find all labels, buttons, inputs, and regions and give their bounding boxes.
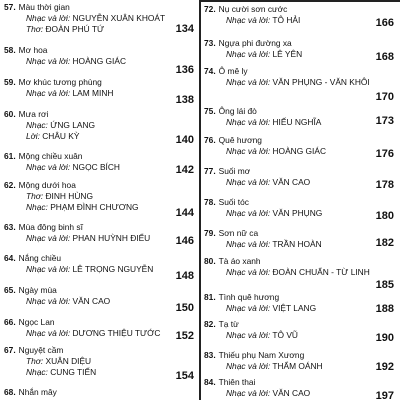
entry-title-line (4, 285, 196, 296)
entry-number: 59. (4, 77, 16, 87)
entry-title: Ngựa phi đường xa (218, 38, 292, 48)
entry-number: 68. (4, 387, 16, 397)
entry-credit (4, 162, 196, 173)
entry-title: Mộng dưới hoa (18, 180, 76, 190)
credit-role: Nhạc và lời: (26, 13, 71, 23)
toc-entry-81[interactable] (204, 292, 396, 314)
credit-name: ĐINH HÙNG (45, 191, 93, 201)
entry-page-number: 136 (175, 64, 194, 76)
entry-title-line (204, 4, 396, 15)
entry-title: Mơ khúc tương phùng (18, 77, 102, 87)
entry-credit (204, 77, 396, 88)
credit-role: Thơ: (26, 356, 44, 366)
credit-role: Nhạc và lời: (226, 77, 271, 87)
credit-role: Nhạc và lời: (226, 330, 271, 340)
toc-entry-61[interactable] (4, 151, 196, 176)
credit-role: Nhạc và lời: (226, 388, 271, 398)
entry-credit (4, 296, 196, 307)
entry-credit (204, 303, 396, 314)
toc-entry-84[interactable] (204, 377, 396, 399)
entry-credit (204, 239, 396, 250)
entry-title-line (204, 228, 396, 239)
credit-role: Lời: (26, 131, 40, 141)
credit-name: CUNG TIẾN (50, 367, 97, 377)
entry-number: 72. (204, 4, 216, 14)
entry-title-line (204, 292, 396, 303)
entry-page-number: 146 (175, 235, 194, 247)
entry-title: Thiếu phụ Nam Xương (218, 350, 305, 360)
entry-title: Suối tóc (218, 197, 249, 207)
credit-name: VĂN CAO (72, 296, 111, 306)
entry-number: 67. (4, 345, 16, 355)
entry-title-line (204, 350, 396, 361)
credit-name: LÊ TRỌNG NGUYỄN (72, 264, 154, 274)
entry-credit (204, 177, 396, 188)
credit-role: Nhạc và lời: (26, 162, 71, 172)
credit-role: Nhạc và lời: (226, 117, 271, 127)
entry-credit (204, 388, 396, 399)
entry-number: 80. (204, 256, 216, 266)
credit-name: THẨM OÁNH (272, 361, 323, 371)
entry-title: Tình quê hương (218, 292, 280, 302)
entry-title-line (4, 77, 196, 88)
credit-name: TÔ HẢI (272, 15, 301, 25)
toc-entry-58[interactable] (4, 45, 196, 76)
toc-entry-79[interactable] (204, 228, 396, 250)
credit-name: NGUYỄN XUÂN KHOÁT (72, 13, 166, 23)
entry-title: Suối mơ (218, 166, 251, 176)
credit-name: TÔ VŨ (272, 330, 298, 340)
entry-title-line (4, 109, 196, 120)
entry-page-number: 176 (375, 148, 394, 160)
entry-title: Nhắn mây (18, 387, 57, 397)
entry-title-line (4, 45, 196, 56)
credit-name: CHÂU KỲ (42, 131, 80, 141)
entry-title: Mơ hoa (18, 45, 48, 55)
toc-entry-68[interactable] (4, 387, 196, 398)
entry-page-number: 140 (175, 134, 194, 146)
entry-title: Nguyệt cầm (18, 345, 64, 355)
entry-credit (4, 88, 196, 99)
toc-entry-78[interactable] (204, 197, 396, 222)
entry-title: Nụ cười sơn cước (218, 4, 288, 14)
entry-credit (4, 56, 196, 67)
entry-page-number: 150 (175, 302, 194, 314)
credit-name: HIẾU NGHĨA (272, 117, 322, 127)
entry-title: Mộng chiều xuân (18, 151, 83, 161)
toc-entry-74[interactable] (204, 66, 396, 103)
entry-title-line (204, 135, 396, 146)
toc-entry-83[interactable] (204, 350, 396, 372)
credit-name: HOÀNG GIÁC (72, 56, 127, 66)
entry-number: 61. (4, 151, 16, 161)
entry-credit (204, 117, 396, 128)
entry-title: Mưa rơi (18, 109, 49, 119)
entry-credit (204, 15, 396, 26)
entry-page-number: 142 (175, 164, 194, 176)
entry-number: 62. (4, 180, 16, 190)
credit-role: Nhạc: (26, 367, 48, 377)
toc-entry-77[interactable] (204, 166, 396, 191)
toc-entry-82[interactable] (204, 319, 396, 344)
entry-number: 74. (204, 66, 216, 76)
toc-entry-66[interactable] (4, 317, 196, 342)
toc-entry-64[interactable] (4, 253, 196, 282)
credit-name: XUÂN DIỆU (45, 356, 92, 366)
credit-name: VĂN CAO (272, 177, 311, 187)
entry-page-number: 180 (375, 210, 394, 222)
credit-role: Nhạc và lời: (26, 264, 71, 274)
entry-title: Màu thời gian (18, 2, 70, 12)
credit-role: Nhạc và lời: (226, 303, 271, 313)
entry-number: 58. (4, 45, 16, 55)
entry-title-line (204, 166, 396, 177)
entry-number: 57. (4, 2, 16, 12)
entry-credit (204, 267, 396, 278)
credit-role: Nhạc và lời: (226, 146, 271, 156)
entry-number: 65. (4, 285, 16, 295)
entry-number: 77. (204, 166, 216, 176)
credit-name: LÊ YÊN (272, 49, 303, 59)
entry-page-number: 185 (375, 279, 394, 291)
credit-role: Thơ: (26, 24, 44, 34)
credit-name: VĂN CAO (272, 388, 311, 398)
entry-title-line (4, 222, 196, 233)
entry-credit (4, 328, 196, 339)
credit-name: NGỌC BÍCH (72, 162, 120, 172)
entry-credit (4, 24, 196, 35)
entry-credit (204, 361, 396, 372)
credit-role: Nhạc: (26, 120, 48, 130)
entry-title-line (4, 387, 196, 398)
credit-name: TRẦN HOÀN (272, 239, 322, 249)
credit-name: PHẠM ĐÌNH CHƯƠNG (50, 202, 139, 212)
entry-title: Ông lái đò (218, 106, 257, 116)
toc-entry-73[interactable] (204, 38, 396, 63)
entry-title-line (4, 151, 196, 162)
toc-entry-59[interactable] (4, 77, 196, 106)
toc-entry-62[interactable] (4, 180, 196, 219)
toc-entry-63[interactable] (4, 222, 196, 247)
entry-page-number: 152 (175, 330, 194, 342)
entry-title-line (204, 106, 396, 117)
credit-role: Nhạc và lời: (226, 208, 271, 218)
entry-number: 75. (204, 106, 216, 116)
entry-title: Ngày mùa (18, 285, 57, 295)
entry-credit (204, 208, 396, 219)
entry-page-number: 197 (375, 390, 394, 400)
entry-page-number: 134 (175, 23, 194, 35)
entry-page-number: 192 (375, 361, 394, 373)
entry-credit (4, 120, 196, 131)
entry-title-line (4, 317, 196, 328)
entry-number: 84. (204, 377, 216, 387)
entry-title-line (204, 197, 396, 208)
entry-credit (4, 202, 196, 213)
credit-name: VĂN PHỤNG - VĂN KHÔI (272, 77, 370, 87)
entry-title-line (204, 38, 396, 49)
entry-title: Quê hương (218, 135, 262, 145)
entry-page-number: 138 (175, 94, 194, 106)
credit-role: Nhạc và lời: (226, 15, 271, 25)
entry-credit (4, 233, 196, 244)
entry-title: Thiên thai (218, 377, 256, 387)
entry-title: Mùa đông binh sĩ (18, 222, 83, 232)
entry-title-line (204, 377, 396, 388)
entry-number: 76. (204, 135, 216, 145)
entry-title: Tà áo xanh (218, 256, 261, 266)
toc-right-column (204, 0, 396, 400)
entry-page-number: 190 (375, 332, 394, 344)
entry-number: 64. (4, 253, 16, 263)
entry-credit (4, 264, 196, 275)
credit-role: Nhạc và lời: (26, 328, 71, 338)
entry-title: Ngọc Lan (18, 317, 55, 327)
entry-number: 81. (204, 292, 216, 302)
credit-role: Nhạc và lời: (26, 296, 71, 306)
credit-name: DƯƠNG THIỆU TƯỚC (72, 328, 161, 338)
entry-page-number: 188 (375, 303, 394, 315)
entry-title-line (4, 2, 196, 13)
entry-page-number: 166 (375, 17, 394, 29)
entry-title: Ô mê ly (218, 66, 248, 76)
entry-number: 78. (204, 197, 216, 207)
entry-number: 83. (204, 350, 216, 360)
toc-entry-57[interactable] (4, 2, 196, 35)
credit-name: ĐOÀN CHUẨN - TỪ LINH (272, 267, 370, 277)
credit-name: VĂN PHỤNG (272, 208, 323, 218)
entry-page-number: 154 (175, 370, 194, 382)
entry-title-line (204, 256, 396, 267)
credit-role: Nhạc và lời: (226, 49, 271, 59)
entry-title: Nắng chiều (18, 253, 62, 263)
entry-page-number: 182 (375, 237, 394, 249)
credit-role: Nhạc: (26, 202, 48, 212)
credit-role: Nhạc và lời: (226, 177, 271, 187)
entry-credit (4, 191, 196, 202)
toc-entry-75[interactable] (204, 106, 396, 128)
toc-entry-80[interactable] (204, 256, 396, 291)
entry-title-line (4, 253, 196, 264)
credit-role: Nhạc và lời: (26, 56, 71, 66)
entry-title-line (4, 180, 196, 191)
credit-name: ĐOÀN PHÚ TỨ (45, 24, 105, 34)
toc-entry-65[interactable] (4, 285, 196, 314)
entry-title-line (204, 66, 396, 77)
credit-name: HOÀNG GIÁC (272, 146, 327, 156)
entry-title-line (4, 345, 196, 356)
entry-page-number: 170 (375, 91, 394, 103)
credit-role: Nhạc và lời: (26, 88, 71, 98)
toc-entry-67[interactable] (4, 345, 196, 382)
entry-number: 82. (204, 319, 216, 329)
toc-entry-60[interactable] (4, 109, 196, 146)
entry-page-number: 168 (375, 51, 394, 63)
entry-number: 63. (4, 222, 16, 232)
credit-role: Nhạc và lời: (226, 239, 271, 249)
entry-title: Sơn nữ ca (218, 228, 259, 238)
entry-number: 66. (4, 317, 16, 327)
credit-role: Nhạc và lời: (226, 361, 271, 371)
toc-left-column (4, 0, 196, 400)
credit-name: PHAN HUỲNH ĐIỂU (72, 233, 151, 243)
credit-name: VIỆT LANG (272, 303, 317, 313)
credit-role: Nhạc và lời: (26, 233, 71, 243)
entry-title: Tạ từ (218, 319, 239, 329)
entry-page-number: 178 (375, 179, 394, 191)
toc-entry-72[interactable] (204, 4, 396, 29)
entry-page-number: 148 (175, 270, 194, 282)
column-divider (199, 0, 201, 400)
entry-number: 60. (4, 109, 16, 119)
entry-credit (4, 356, 196, 367)
entry-credit (4, 131, 196, 142)
entry-credit (204, 330, 396, 341)
entry-number: 73. (204, 38, 216, 48)
entry-number: 79. (204, 228, 216, 238)
entry-credit (4, 367, 196, 378)
entry-credit (4, 13, 196, 24)
entry-credit (204, 49, 396, 60)
credit-role: Nhạc và lời: (226, 267, 271, 277)
credit-name: ỨNG LANG (50, 120, 96, 130)
toc-entry-76[interactable] (204, 135, 396, 160)
entry-page-number: 173 (375, 115, 394, 127)
entry-page-number: 144 (175, 207, 194, 219)
credit-role: Thơ: (26, 191, 44, 201)
entry-credit (204, 146, 396, 157)
entry-title-line (204, 319, 396, 330)
credit-name: LAM MINH (72, 88, 114, 98)
